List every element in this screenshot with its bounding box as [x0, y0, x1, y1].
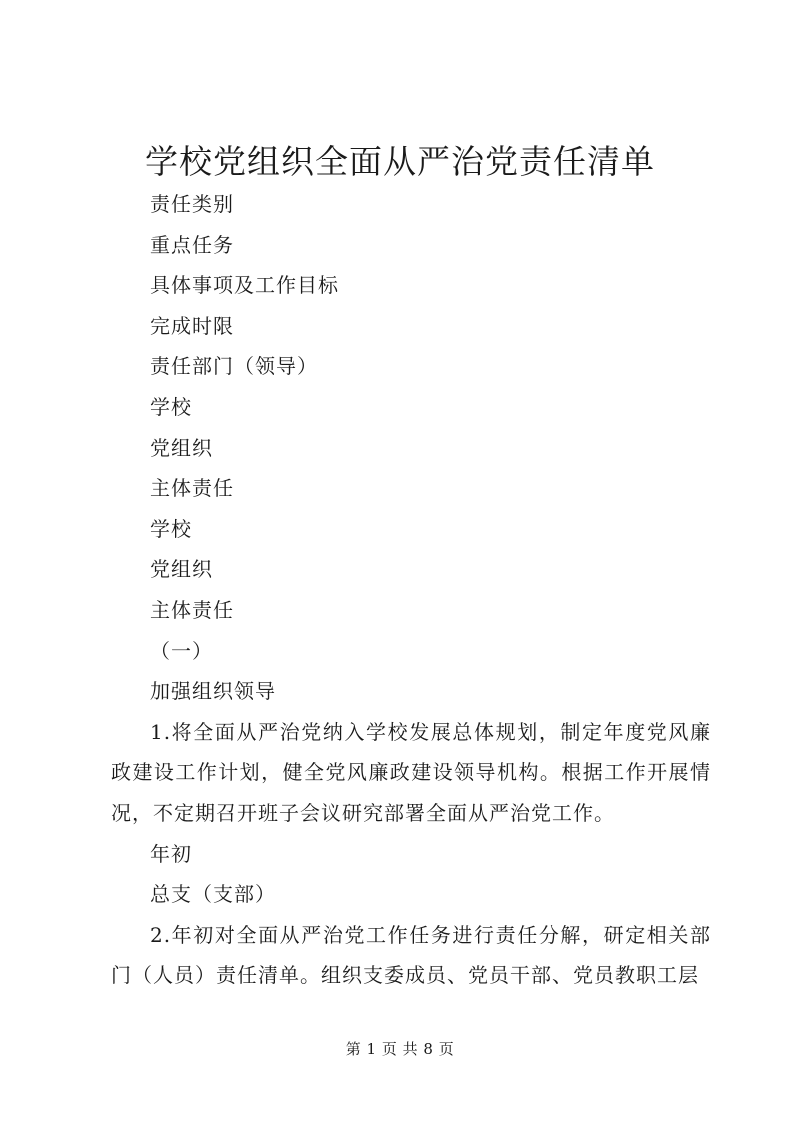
text-line-responsible-dept: 责任部门（领导） — [150, 354, 318, 379]
text-line-school: 学校 — [150, 516, 192, 541]
text-line-section-number: （一） — [150, 638, 213, 663]
text-line-deadline: 完成时限 — [150, 313, 234, 338]
text-line-party-org: 党组织 — [150, 435, 213, 460]
text-line-strengthen-leadership: 加强组织领导 — [150, 679, 276, 704]
text-line-main-responsibility: 主体责任 — [150, 597, 234, 622]
paragraph-item-1: 1.将全面从严治党纳入学校发展总体规划，制定年度党风廉政建设工作计划，健全党风廉政建设领导机构。根据工作开展情况，不定期召开班子会议研究部署全面从严治党工作。 — [111, 719, 711, 825]
text-line-branch: 总支（支部） — [150, 882, 276, 907]
document-title: 学校党组织全面从严治党责任清单 — [145, 142, 655, 181]
text-line-specific-items: 具体事项及工作目标 — [150, 273, 339, 298]
document-body — [111, 184, 711, 996]
text-line-responsibility-category: 责任类别 — [150, 192, 234, 216]
paragraph-item-2: 2.年初对全面从严治党工作任务进行责任分解，研定相关部门（人员）责任清单。组织支委成员、党员干部、党员教职工层 — [111, 922, 711, 988]
text-line-party-org: 党组织 — [150, 557, 213, 582]
text-line-key-task: 重点任务 — [150, 232, 234, 257]
text-line-main-responsibility: 主体责任 — [150, 476, 234, 501]
page-footer: 第 1 页 共 8 页 — [345, 1040, 455, 1058]
text-line-school: 学校 — [150, 394, 192, 419]
text-line-year-start: 年初 — [150, 841, 192, 866]
